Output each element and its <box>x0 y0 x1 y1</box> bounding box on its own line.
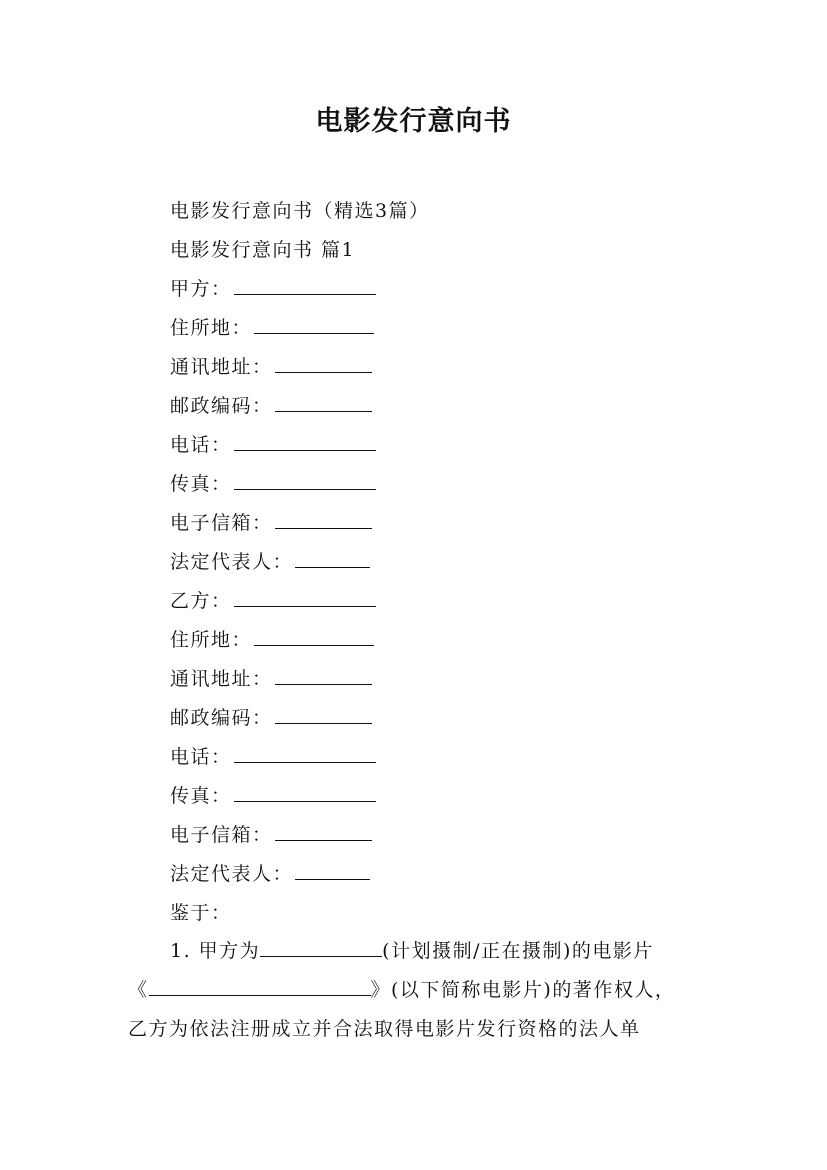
party-b-email-row <box>170 822 372 848</box>
party-b-mail-address-row <box>170 666 372 692</box>
document-subtitle: 电影发行意向书（精选3篇） <box>170 200 430 222</box>
party-a-legal-rep-label: 法定代表人： <box>170 551 294 573</box>
party-a-address-label: 住所地： <box>170 317 253 339</box>
clause-1-part-1: 1. 甲方为 <box>170 940 261 962</box>
party-b-mail-address-blank <box>275 666 372 685</box>
clause-1-line-3: 乙方为依法注册成立并合法取得电影片发行资格的法人单 <box>128 1018 641 1040</box>
party-a-legal-rep-row <box>170 549 370 575</box>
party-a-phone-row <box>170 432 376 458</box>
party-b-email-blank <box>275 822 372 841</box>
party-a-address-row <box>170 315 374 341</box>
party-b-address-blank <box>254 627 374 646</box>
party-a-postal-code-label: 邮政编码： <box>170 395 273 417</box>
party-b-label: 乙方： <box>170 590 232 612</box>
party-a-email-row <box>170 510 372 536</box>
document-title: 电影发行意向书 <box>315 106 512 137</box>
party-a-phone-blank <box>234 432 376 451</box>
party-a-postal-code-row <box>170 393 372 419</box>
party-b-row <box>170 588 376 614</box>
party-a-label: 甲方： <box>170 278 232 300</box>
party-a-blank <box>234 276 376 295</box>
party-b-legal-rep-row <box>170 861 370 887</box>
party-b-phone-label: 电话： <box>170 746 232 768</box>
party-b-postal-code-blank <box>275 705 372 724</box>
party-b-phone-row <box>170 744 376 770</box>
clause-1-blank-1 <box>260 938 382 957</box>
party-b-phone-blank <box>234 744 376 763</box>
party-b-fax-label: 传真： <box>170 785 232 807</box>
party-b-postal-code-row <box>170 705 372 731</box>
party-a-legal-rep-blank <box>295 549 370 568</box>
party-a-row <box>170 276 376 302</box>
party-a-email-label: 电子信箱： <box>170 512 273 534</box>
party-a-email-blank <box>275 510 372 529</box>
party-a-phone-label: 电话： <box>170 434 232 456</box>
party-b-legal-rep-blank <box>295 861 370 880</box>
party-b-legal-rep-label: 法定代表人： <box>170 863 294 885</box>
clause-1-line-1 <box>128 932 718 971</box>
party-a-postal-code-blank <box>275 393 372 412</box>
party-a-fax-row <box>170 471 376 497</box>
party-b-fax-row <box>170 783 376 809</box>
party-b-email-label: 电子信箱： <box>170 824 273 846</box>
clause-1-part-4: 》(以下简称电影片)的著作权人， <box>370 979 676 1001</box>
clause-1-part-2: (计划摄制/正在摄制)的电影片 <box>382 940 654 962</box>
clause-1-blank-2 <box>149 977 371 996</box>
section-heading: 电影发行意向书 篇1 <box>170 239 356 261</box>
party-b-address-label: 住所地： <box>170 629 253 651</box>
clause-1-part-3: 《 <box>128 979 149 1001</box>
party-a-fax-label: 传真： <box>170 473 232 495</box>
party-b-mail-address-label: 通讯地址： <box>170 668 273 690</box>
party-b-postal-code-label: 邮政编码： <box>170 707 273 729</box>
party-a-address-blank <box>254 315 374 334</box>
party-a-fax-blank <box>234 471 376 490</box>
party-b-fax-blank <box>234 783 376 802</box>
party-a-mail-address-blank <box>275 354 372 373</box>
party-b-address-row <box>170 627 374 653</box>
party-a-mail-address-label: 通讯地址： <box>170 356 273 378</box>
party-b-blank <box>234 588 376 607</box>
whereas-label: 鉴于： <box>170 902 232 924</box>
party-a-mail-address-row <box>170 354 372 380</box>
clause-1-line-2 <box>128 971 718 1010</box>
